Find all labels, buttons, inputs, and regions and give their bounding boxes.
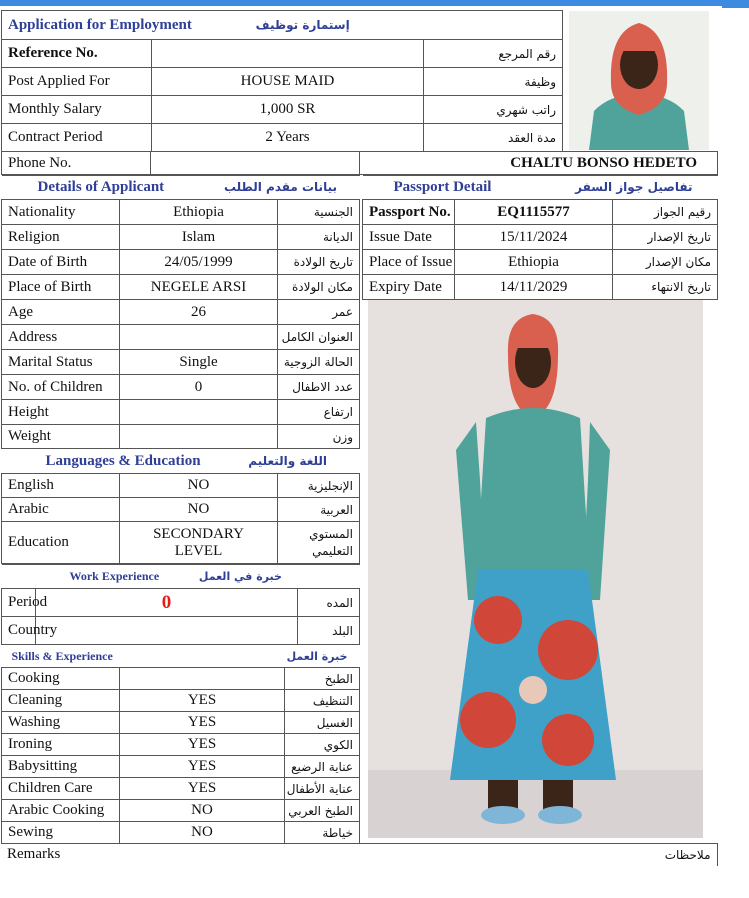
skill-row xyxy=(2,756,360,778)
skill-row xyxy=(2,712,360,734)
education-value-line2: LEVEL xyxy=(174,542,223,559)
phone-label: Phone No. xyxy=(2,152,151,175)
contract-label: Contract Period xyxy=(2,124,152,152)
ironing-ar: الكوي xyxy=(285,734,360,756)
education-ar-line1: المستوي xyxy=(309,526,353,541)
period-value: 0 xyxy=(36,589,298,617)
applicant-name: CHALTU BONSO HEDETO xyxy=(360,152,718,175)
religion-label: Religion xyxy=(2,225,120,250)
education-value-line1: SECONDARY xyxy=(153,525,244,542)
period-label: Period xyxy=(2,589,36,617)
religion-value: Islam xyxy=(120,225,278,250)
education-row xyxy=(2,522,360,564)
sewing-label: Sewing xyxy=(2,822,120,844)
title-row xyxy=(2,11,563,40)
arabic-cooking-ar: الطبخ العربي xyxy=(285,800,360,822)
passport-row xyxy=(363,275,718,300)
education-ar xyxy=(278,522,360,564)
country-row xyxy=(2,617,360,645)
children-ar: عدد الاطفال xyxy=(278,375,360,400)
address-label: Address xyxy=(2,325,120,350)
issue-date-value: 15/11/2024 xyxy=(455,225,613,250)
contract-value: 2 Years xyxy=(152,124,424,152)
details-row xyxy=(2,375,360,400)
details-row xyxy=(2,250,360,275)
cooking-ar: الطبخ xyxy=(285,668,360,690)
contract-row xyxy=(2,124,563,152)
marital-ar: الحالة الزوجية xyxy=(278,350,360,375)
salary-ar: راتب شهري xyxy=(424,96,563,124)
top-blue-bar-right xyxy=(722,0,749,8)
babysitting-value: YES xyxy=(120,756,285,778)
languages-heading-row xyxy=(2,449,360,474)
nationality-ar: الجنسية xyxy=(278,200,360,225)
language-row xyxy=(2,498,360,522)
work-heading-ar: خبرة في العمل xyxy=(198,570,282,583)
title-ar: إستمارة توظيف xyxy=(255,17,350,32)
details-row xyxy=(2,275,360,300)
pob-value: NEGELE ARSI xyxy=(120,275,278,300)
remarks-label: Remarks xyxy=(1,844,359,866)
arabic-label: Arabic xyxy=(2,498,120,522)
passport-row xyxy=(363,225,718,250)
passport-row xyxy=(363,250,718,275)
nationality-value: Ethiopia xyxy=(120,200,278,225)
cleaning-label: Cleaning xyxy=(2,690,120,712)
salary-label: Monthly Salary xyxy=(2,96,152,124)
height-ar: ارتفاع xyxy=(278,400,360,425)
ironing-label: Ironing xyxy=(2,734,120,756)
country-ar: البلد xyxy=(298,617,360,645)
babysitting-label: Babysitting xyxy=(2,756,120,778)
sewing-value: NO xyxy=(120,822,285,844)
arabic-cooking-label: Arabic Cooking xyxy=(2,800,120,822)
skills-table xyxy=(1,644,360,844)
reference-label: Reference No. xyxy=(2,40,152,68)
education-value xyxy=(120,522,278,564)
dob-ar: تاريخ الولادة xyxy=(278,250,360,275)
cleaning-value: YES xyxy=(120,690,285,712)
phone-value xyxy=(151,152,360,175)
languages-heading-ar: اللغة والتعليم xyxy=(248,453,327,468)
height-label: Height xyxy=(2,400,120,425)
washing-ar: الغسيل xyxy=(285,712,360,734)
dob-value: 24/05/1999 xyxy=(120,250,278,275)
cleaning-ar: التنظيف xyxy=(285,690,360,712)
work-heading-en: Work Experience xyxy=(69,569,160,583)
reference-row xyxy=(2,40,563,68)
issue-date-ar: تاريخ الإصدار xyxy=(613,225,718,250)
skill-row xyxy=(2,734,360,756)
details-table xyxy=(1,175,360,449)
post-value: HOUSE MAID xyxy=(152,68,424,96)
passport-no-ar: رقيم الجواز xyxy=(613,200,718,225)
remarks-row xyxy=(1,843,718,866)
contract-ar: مدة العقد xyxy=(424,124,563,152)
passport-heading-en: Passport Detail xyxy=(393,179,492,195)
expiry-value: 14/11/2029 xyxy=(455,275,613,300)
cooking-value xyxy=(120,668,285,690)
children-care-ar: عناية الأطفال xyxy=(285,778,360,800)
nationality-label: Nationality xyxy=(2,200,120,225)
details-row xyxy=(2,400,360,425)
passport-no-label: Passport No. xyxy=(363,200,455,225)
age-label: Age xyxy=(2,300,120,325)
weight-ar: وزن xyxy=(278,425,360,449)
age-value: 26 xyxy=(120,300,278,325)
children-care-label: Children Care xyxy=(2,778,120,800)
weight-label: Weight xyxy=(2,425,120,449)
work-table xyxy=(1,564,360,645)
post-ar: وظيفة xyxy=(424,68,563,96)
arabic-cooking-value: NO xyxy=(120,800,285,822)
pob-label: Place of Birth xyxy=(2,275,120,300)
languages-table xyxy=(1,448,360,564)
skill-row xyxy=(2,690,360,712)
education-ar-line2: التعليمي xyxy=(312,543,353,558)
english-ar: الإنجليزية xyxy=(278,474,360,498)
salary-value: 1,000 SR xyxy=(152,96,424,124)
reference-value xyxy=(152,40,424,68)
skills-heading-ar: خبرة العمل xyxy=(286,649,348,663)
salary-row xyxy=(2,96,563,124)
country-label: Country xyxy=(2,617,36,645)
remarks-ar: ملاحظات xyxy=(359,844,717,866)
english-value: NO xyxy=(120,474,278,498)
religion-ar: الديانة xyxy=(278,225,360,250)
issue-place-ar: مكان الإصدار xyxy=(613,250,718,275)
work-heading-row xyxy=(2,565,360,589)
age-ar: عمر xyxy=(278,300,360,325)
sewing-ar: خياطة xyxy=(285,822,360,844)
children-care-value: YES xyxy=(120,778,285,800)
washing-label: Washing xyxy=(2,712,120,734)
cooking-label: Cooking xyxy=(2,668,120,690)
details-row xyxy=(2,225,360,250)
full-body-photo xyxy=(368,300,703,838)
height-value xyxy=(120,400,278,425)
address-value xyxy=(120,325,278,350)
details-heading-en: Details of Applicant xyxy=(37,179,165,195)
issue-date-label: Issue Date xyxy=(363,225,455,250)
expiry-label: Expiry Date xyxy=(363,275,455,300)
children-value: 0 xyxy=(120,375,278,400)
title-en: Application for Employment xyxy=(8,16,192,33)
passport-heading-ar: تفاصيل جواز السفر xyxy=(575,180,693,194)
marital-label: Marital Status xyxy=(2,350,120,375)
details-heading-ar: بيانات مقدم الطلب xyxy=(223,180,337,194)
reference-ar: رقم المرجع xyxy=(424,40,563,68)
passport-no-value: EQ1115577 xyxy=(455,200,613,225)
details-row xyxy=(2,200,360,225)
period-ar: المده xyxy=(298,589,360,617)
address-ar: العنوان الكامل xyxy=(278,325,360,350)
ironing-value: YES xyxy=(120,734,285,756)
portrait-photo xyxy=(569,11,709,150)
header-table xyxy=(1,10,563,152)
washing-value: YES xyxy=(120,712,285,734)
expiry-ar: تاريخ الانتهاء xyxy=(613,275,718,300)
details-heading-row xyxy=(2,176,360,200)
details-row xyxy=(2,300,360,325)
skills-heading-en: Skills & Experience xyxy=(11,648,113,663)
language-row xyxy=(2,474,360,498)
arabic-ar: العربية xyxy=(278,498,360,522)
passport-row xyxy=(363,200,718,225)
pob-ar: مكان الولادة xyxy=(278,275,360,300)
skills-heading-row xyxy=(2,645,360,668)
details-row xyxy=(2,325,360,350)
skill-row xyxy=(2,800,360,822)
country-value xyxy=(36,617,298,645)
details-row xyxy=(2,350,360,375)
details-row xyxy=(2,425,360,449)
passport-table xyxy=(362,175,718,300)
post-row xyxy=(2,68,563,96)
skill-row xyxy=(2,822,360,844)
marital-value: Single xyxy=(120,350,278,375)
english-label: English xyxy=(2,474,120,498)
babysitting-ar: عناية الرضيع xyxy=(285,756,360,778)
languages-heading-en: Languages & Education xyxy=(45,452,201,469)
weight-value xyxy=(120,425,278,449)
dob-label: Date of Birth xyxy=(2,250,120,275)
arabic-value: NO xyxy=(120,498,278,522)
phone-row xyxy=(1,151,718,175)
skill-row xyxy=(2,668,360,690)
education-label: Education xyxy=(2,522,120,564)
issue-place-label: Place of Issue xyxy=(363,250,455,275)
post-label: Post Applied For xyxy=(2,68,152,96)
skill-row xyxy=(2,778,360,800)
top-blue-bar xyxy=(0,0,722,6)
period-row xyxy=(2,589,360,617)
children-label: No. of Children xyxy=(2,375,120,400)
issue-place-value: Ethiopia xyxy=(455,250,613,275)
passport-heading-row xyxy=(363,176,718,200)
